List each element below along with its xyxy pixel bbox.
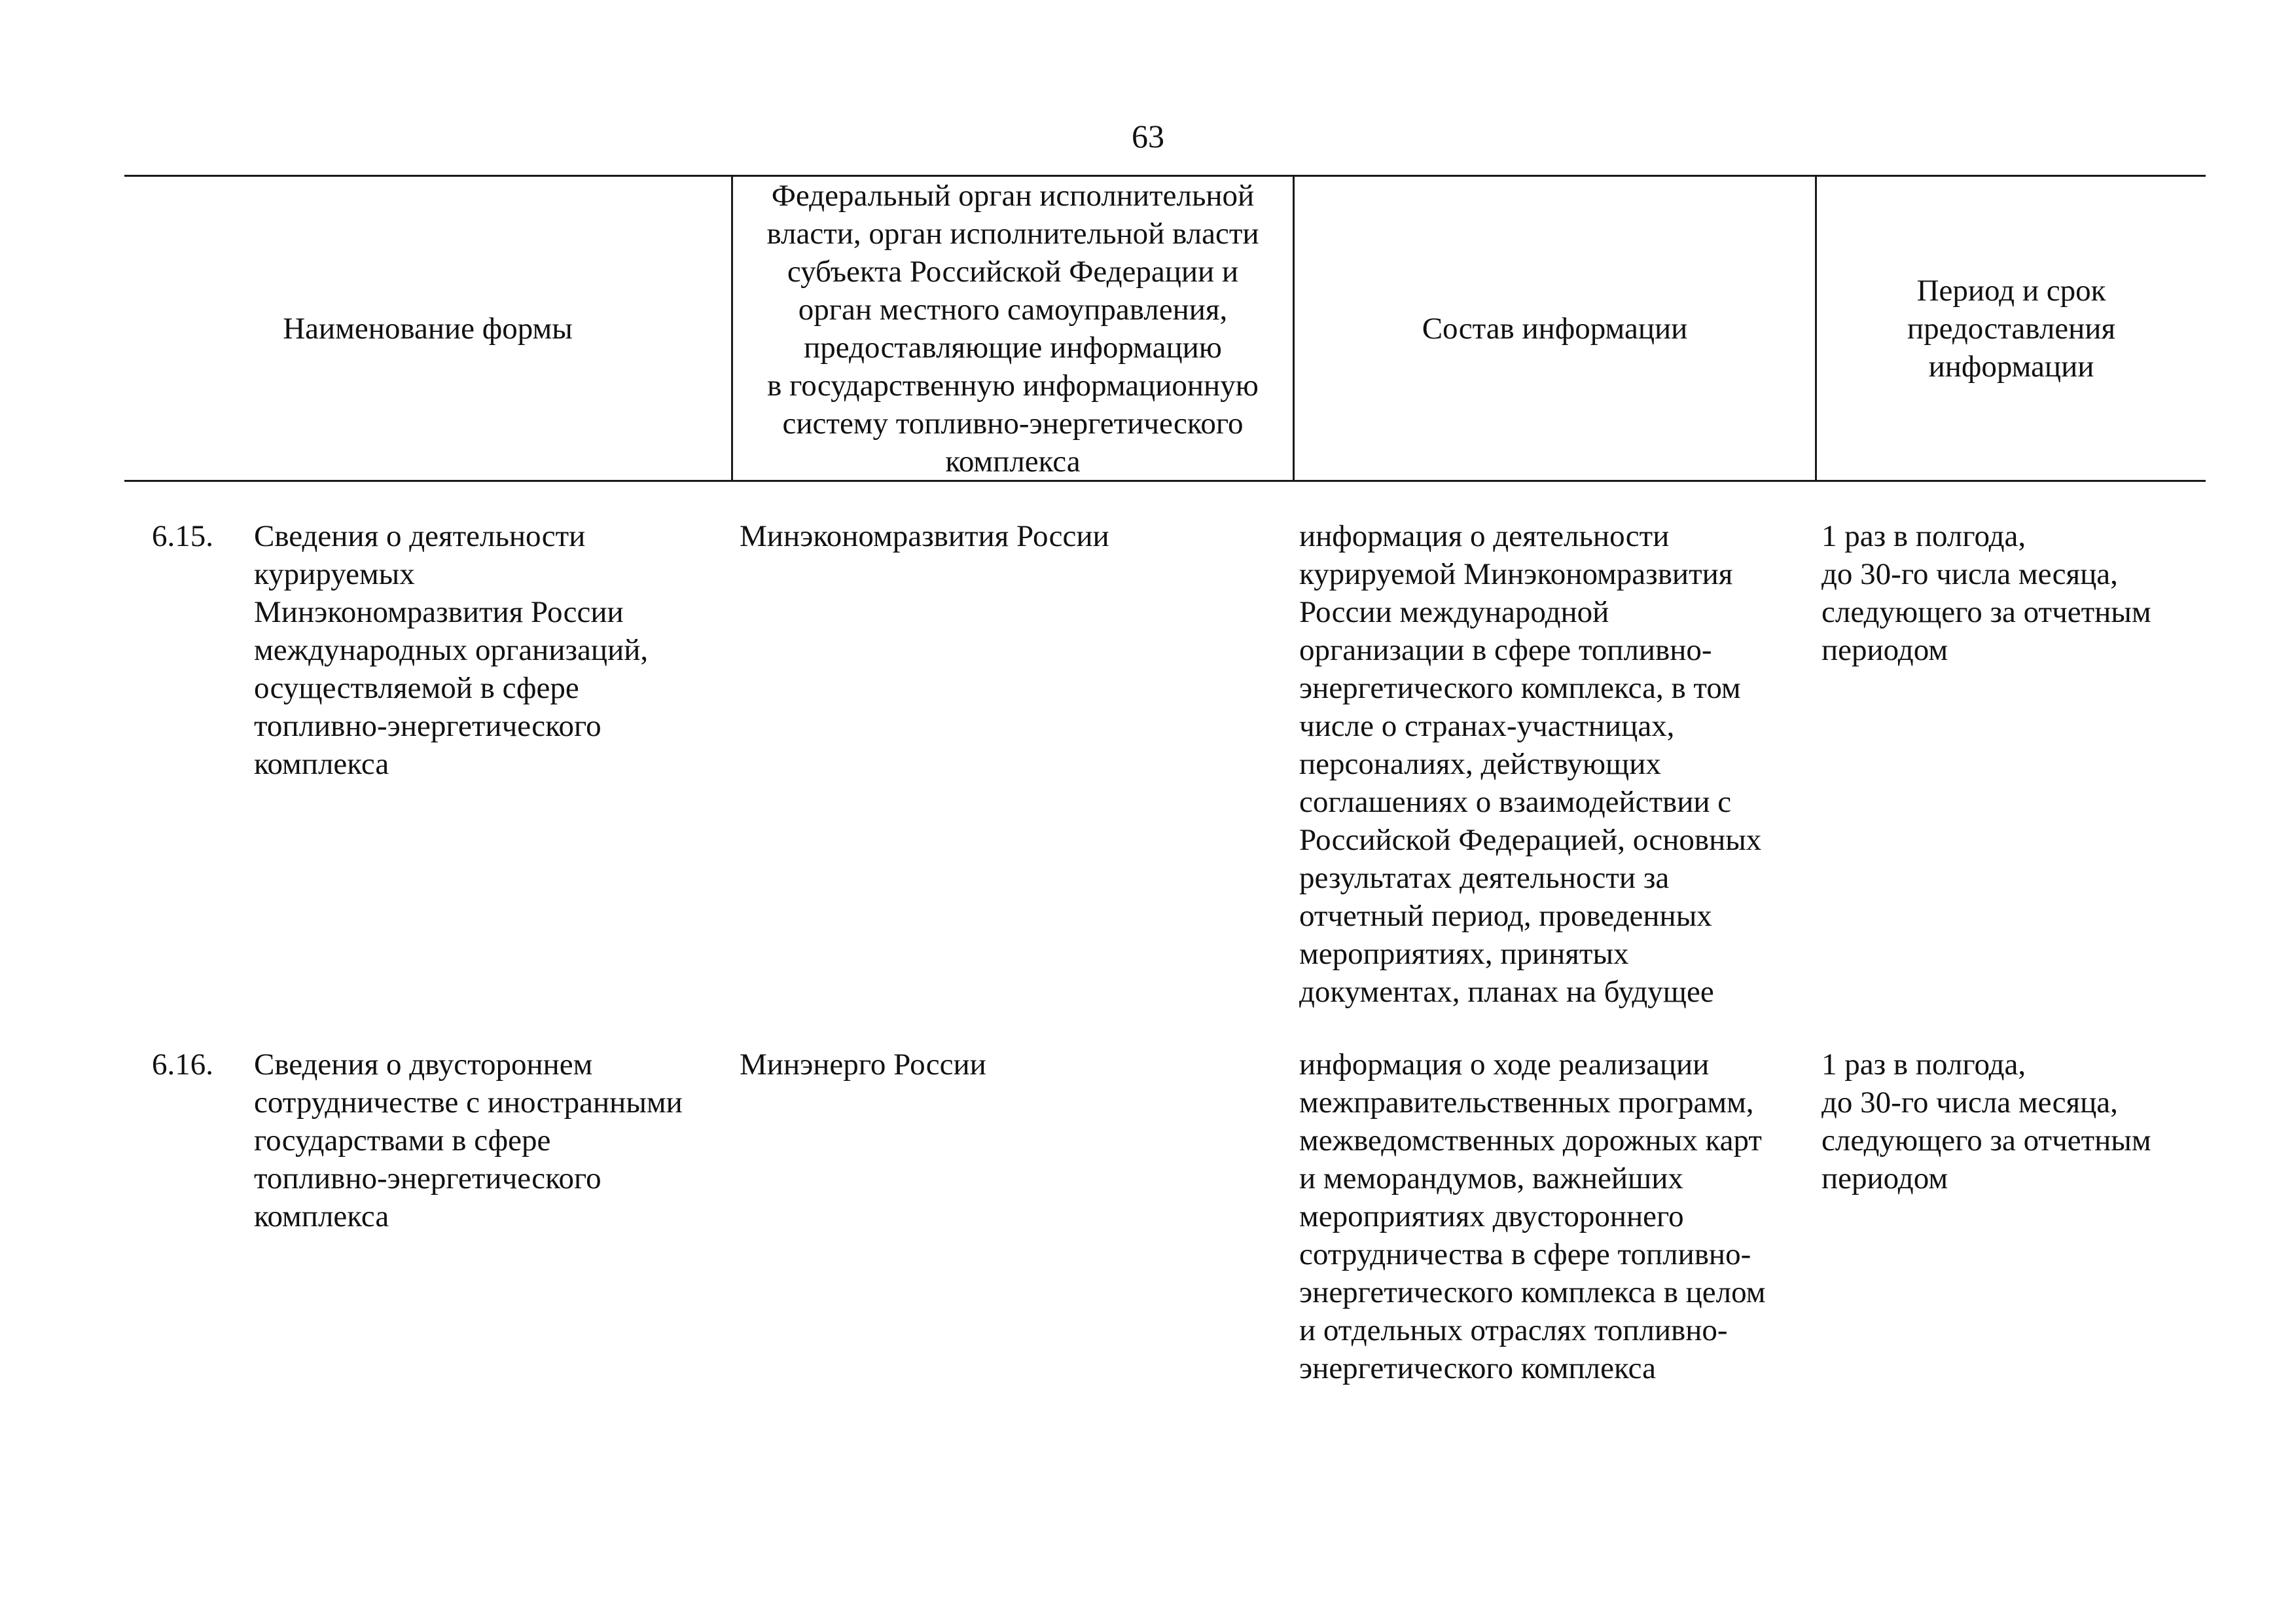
page-number: 63 [1132, 118, 1164, 155]
row-period: 1 раз в полгода, до 30-го числа месяца, следующего за отчетным периодом [1821, 519, 2151, 667]
header-information: Состав информации [1422, 311, 1688, 346]
row-information: информация о деятельности курируемой Минэкономразвития России международной организации в сфере топливно- энергетического комплекса, в том числе о странах-участницах, персоналиях, действующих соглашениях о взаимодействии с Российской Федерацией, основных результатах деятельности за отчетный период, проведенных мероприятиях, принятых документах, планах на будущее [1299, 519, 1762, 1009]
header-form-name: Наименование формы [283, 311, 573, 346]
row-authority: Минэкономразвития России [740, 519, 1109, 553]
row-number: 6.16. [152, 1048, 213, 1082]
row-information: информация о ходе реализации межправительственных программ, межведомственных дорожных карт и меморандумов, важнейших мероприятиях двустороннего сотрудничества в сфере топливно- энергетического комплекса в целом и отдельных отраслях топливно- энергетического комплекса [1299, 1048, 1766, 1385]
header-authority: Федеральный орган исполнительной власти, орган исполнительной власти субъекта Российской Федерации и орган местного самоуправления, предоставляющие информацию в государственную информационную систему топливно-энергетического комплекса [766, 178, 1259, 479]
header-period: Период и срок предоставления информации [1907, 273, 2116, 384]
row-form-name: Сведения о двустороннем сотрудничестве с иностранными государствами в сфере топливно-энергетического комплекса [254, 1048, 683, 1233]
row-number: 6.15. [152, 519, 213, 553]
row-period: 1 раз в полгода, до 30-го числа месяца, следующего за отчетным периодом [1821, 1048, 2151, 1195]
row-authority: Минэнерго России [740, 1048, 986, 1082]
row-form-name: Сведения о деятельности курируемых Минэкономразвития России международных организаций, осуществляемой в сфере топливно-энергетического комплекса [254, 519, 649, 781]
